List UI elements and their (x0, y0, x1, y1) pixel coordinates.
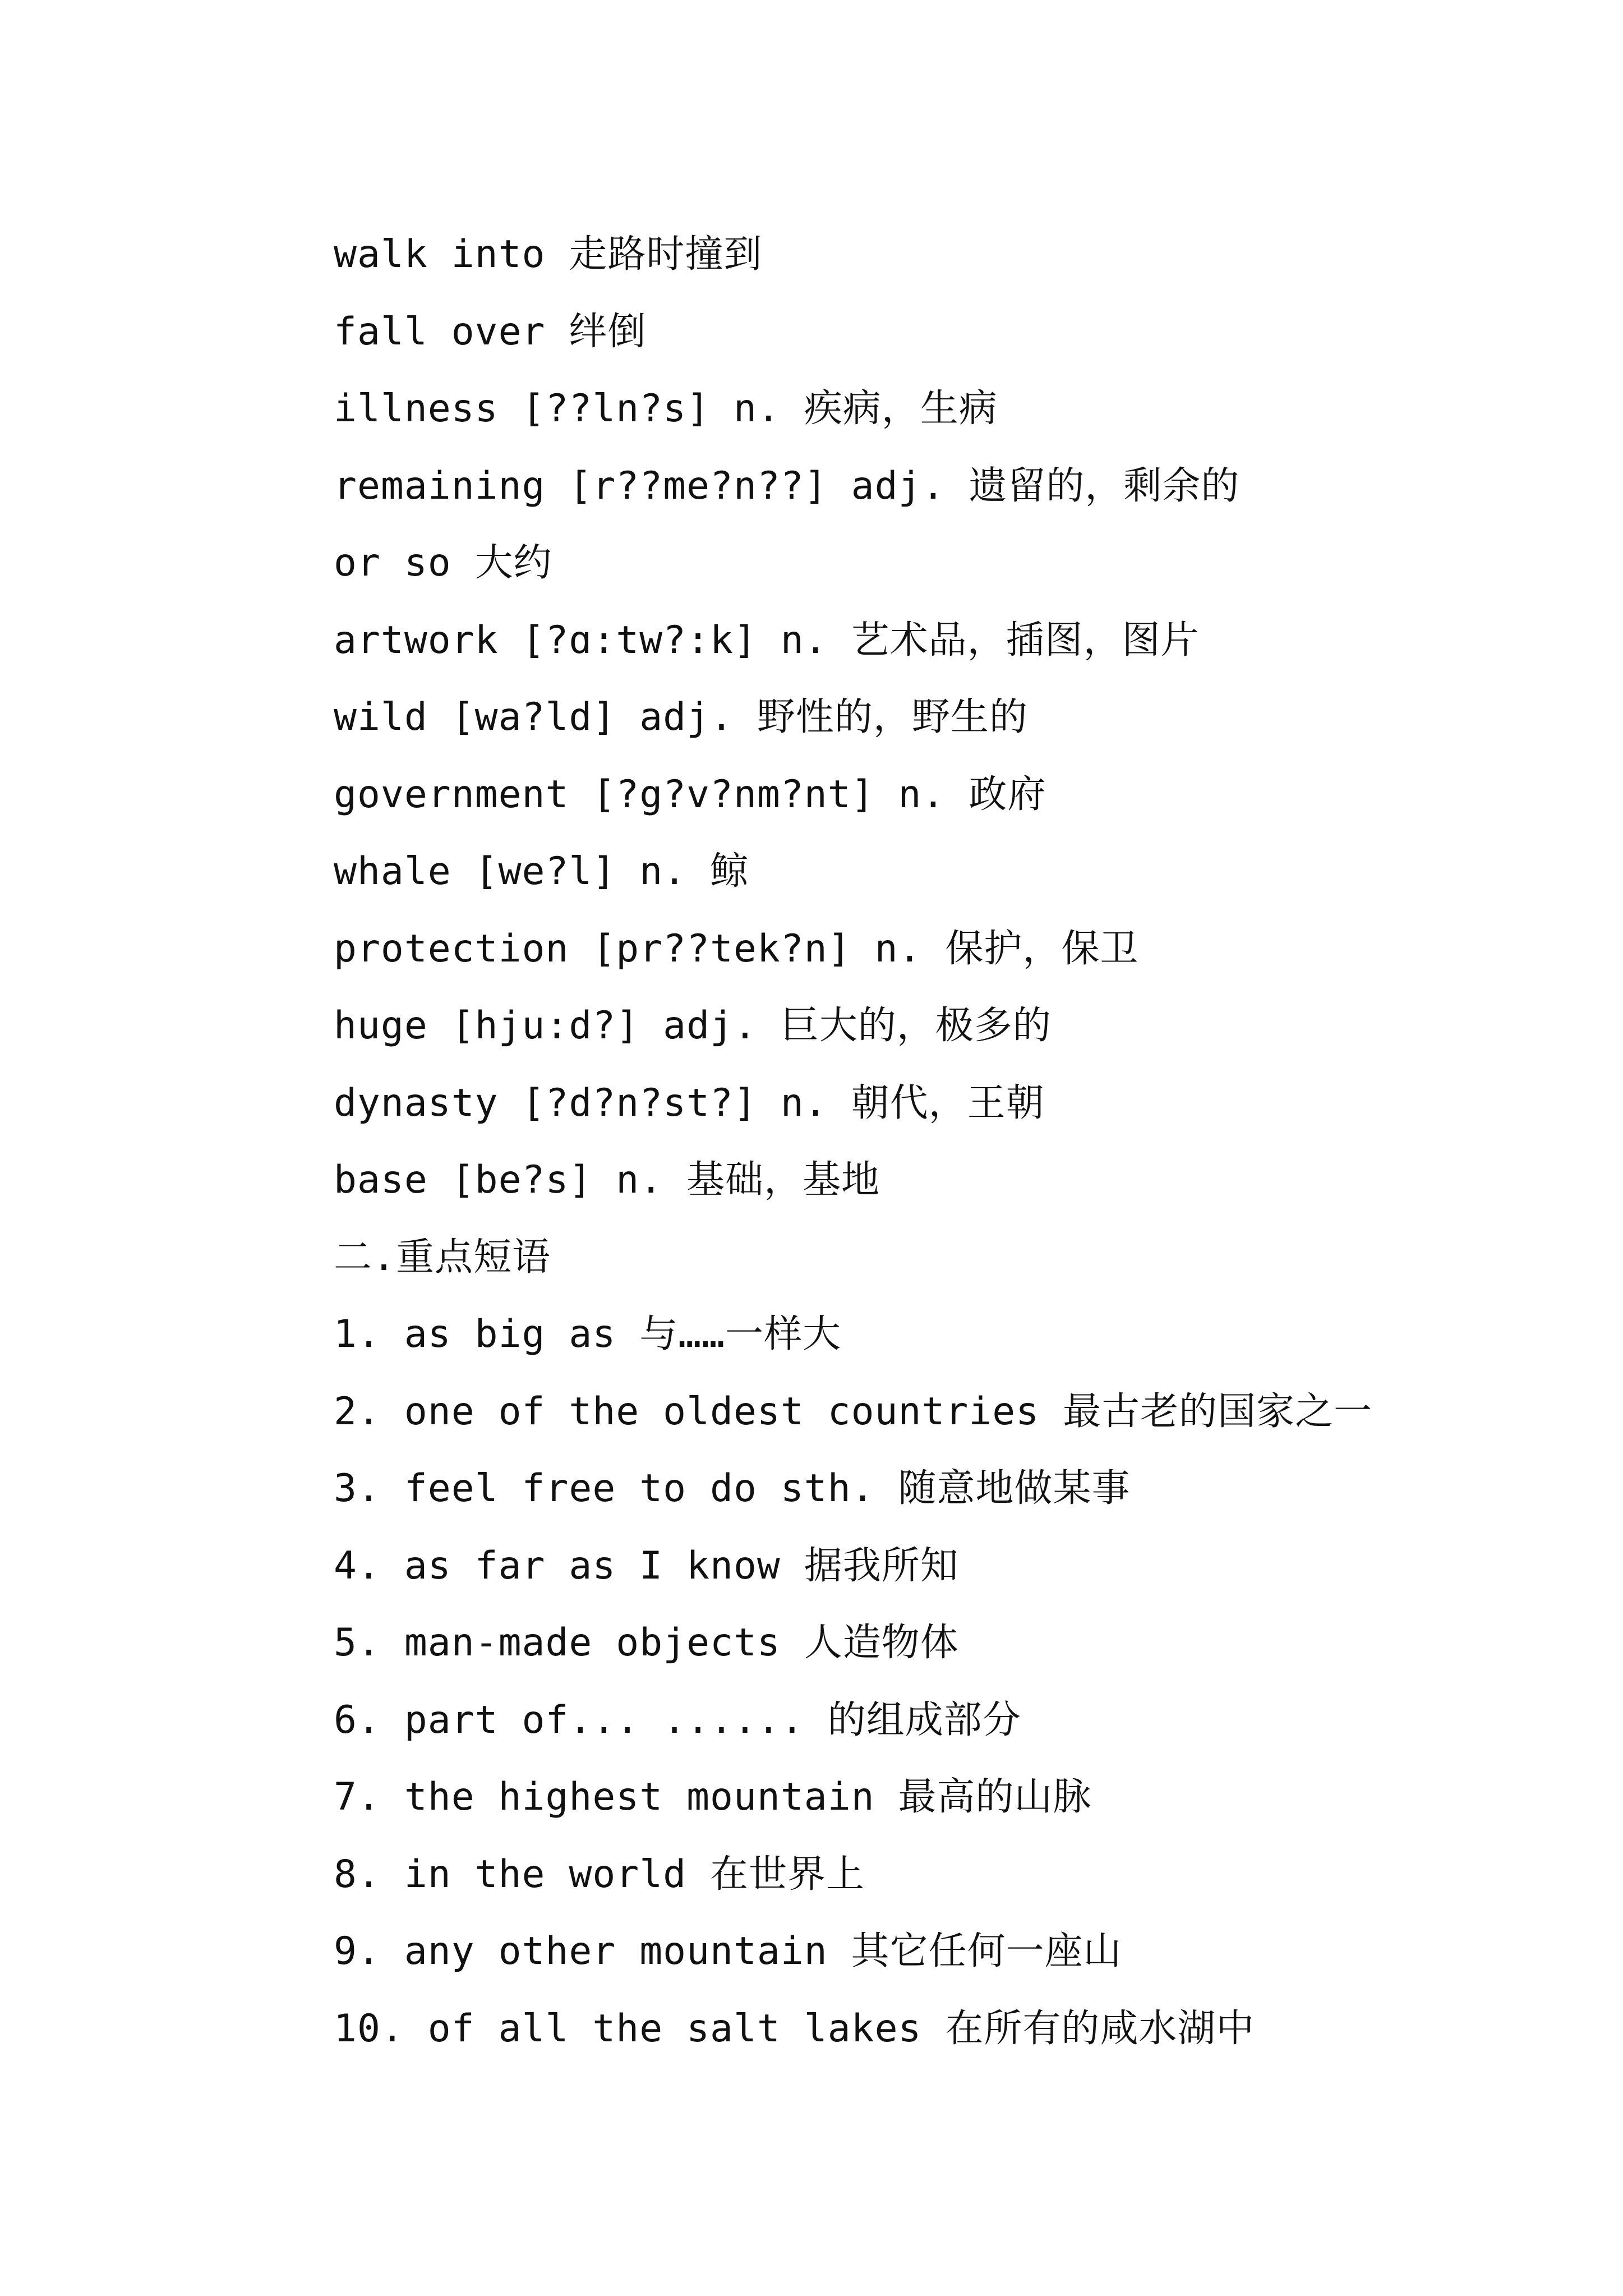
section-heading: 二.重点短语 (334, 1235, 551, 1280)
vocab-line: remaining [r??me?n??] adj. 遗留的，剩余的 (334, 463, 1240, 508)
phrase-line: 9. any other mountain 其它任何一座山 (334, 1929, 1122, 1973)
vocab-line: protection [pr??tek?n] n. 保护，保卫 (334, 926, 1139, 971)
vocab-line: illness [??ln?s] n. 疾病，生病 (334, 386, 998, 431)
vocab-line: government [?g?v?nm?nt] n. 政府 (334, 772, 1046, 817)
vocab-line: walk into 走路时撞到 (334, 232, 763, 277)
phrase-line: 7. the highest mountain 最高的山脉 (334, 1775, 1092, 1819)
phrase-line: 3. feel free to do sth. 随意地做某事 (334, 1466, 1131, 1511)
phrase-line: 5. man-made objects 人造物体 (334, 1621, 959, 1665)
vocab-line: or so 大约 (334, 541, 552, 585)
vocab-line: huge [hju:d?] adj. 巨大的，极多的 (334, 1004, 1052, 1048)
vocab-line: artwork [?ɑ:tw?:k] n. 艺术品，插图，图片 (334, 618, 1200, 662)
vocab-line: fall over 绊倒 (334, 309, 647, 354)
vocab-line: whale [we?l] n. 鲸 (334, 849, 749, 894)
document-body (334, 216, 1596, 2067)
vocab-line: wild [wa?ld] adj. 野性的，野生的 (334, 695, 1028, 739)
phrase-line: 10. of all the salt lakes 在所有的咸水湖中 (334, 2006, 1255, 2051)
phrase-line: 6. part of... ...... 的组成部分 (334, 1697, 1021, 1742)
phrase-line: 2. one of the oldest countries 最古老的国家之一 (334, 1389, 1373, 1434)
vocab-line: base [be?s] n. 基础，基地 (334, 1158, 880, 1202)
phrase-line: 1. as big as 与……一样大 (334, 1312, 842, 1356)
phrase-line: 4. as far as I know 据我所知 (334, 1543, 959, 1588)
phrase-line: 8. in the world 在世界上 (334, 1852, 865, 1897)
vocab-line: dynasty [?d?n?st?] n. 朝代，王朝 (334, 1080, 1045, 1125)
